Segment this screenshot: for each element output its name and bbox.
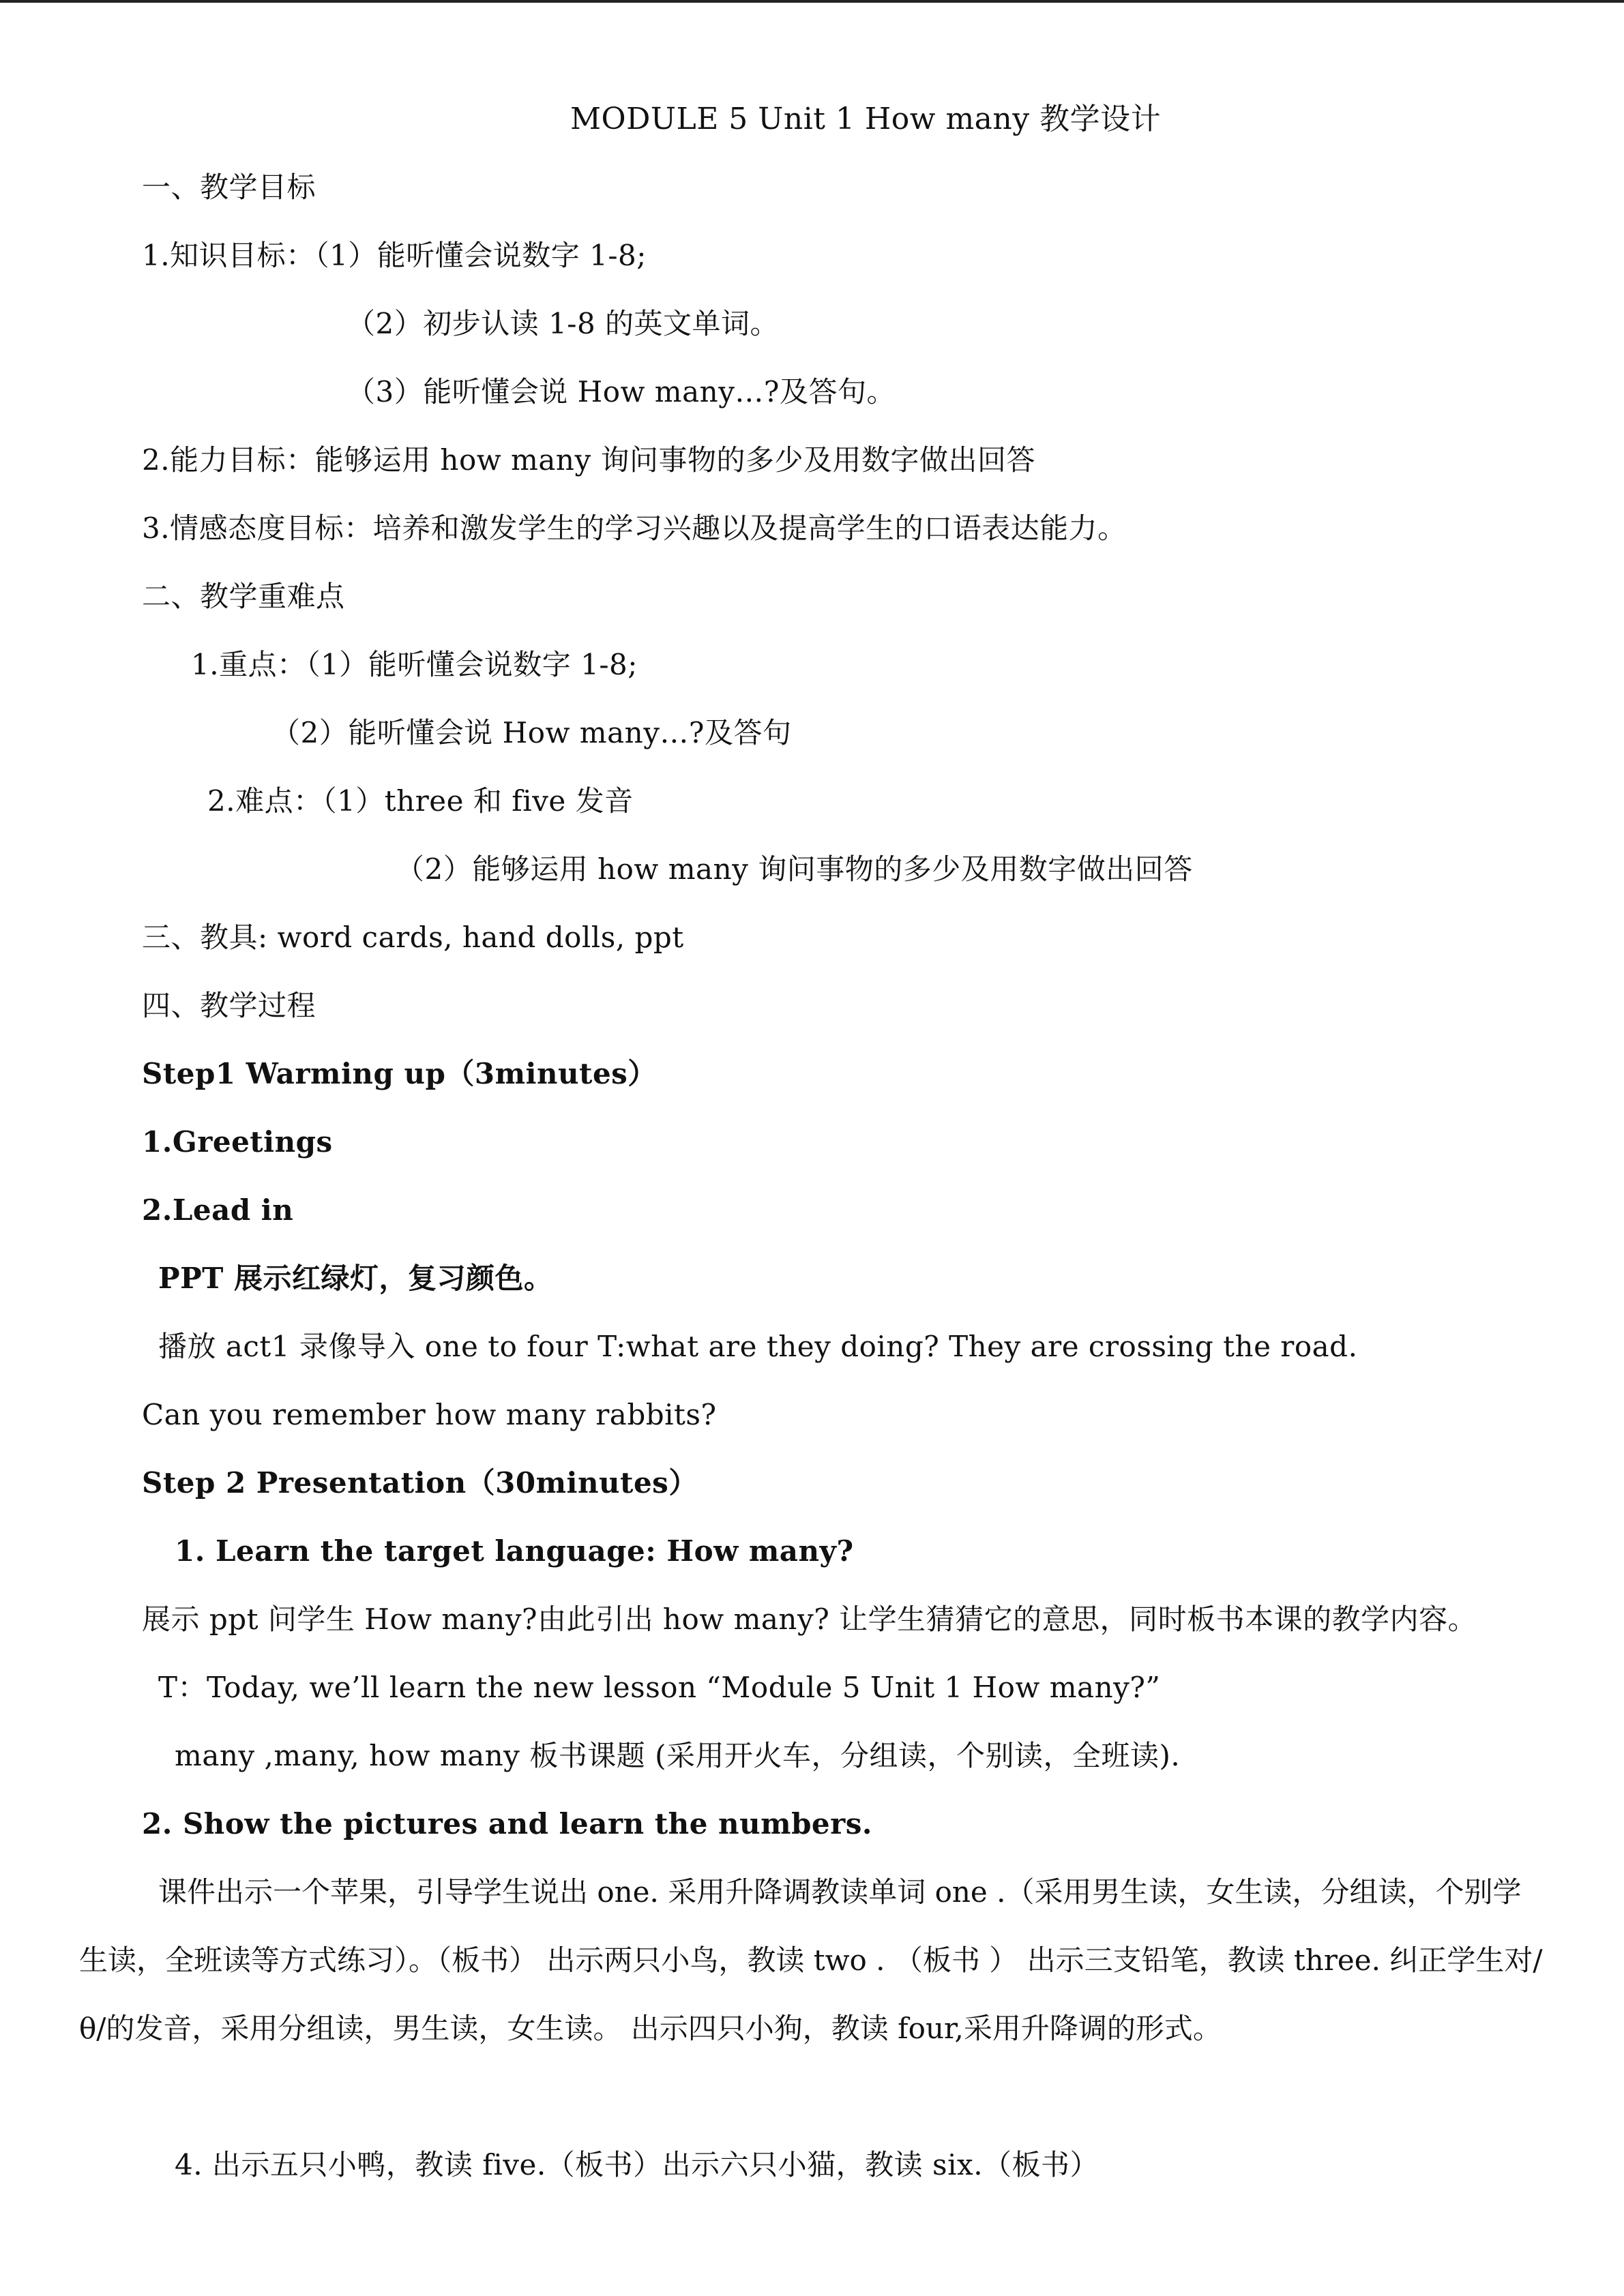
lead-in-ppt: PPT 展示红绿灯，复习颜色。	[158, 1262, 553, 1295]
objective-knowledge-2: （2）初步认读 1-8 的英文单词。	[346, 307, 780, 340]
step2-heading: Step 2 Presentation（30minutes）	[142, 1466, 698, 1500]
numbers-paragraph: 课件出示一个苹果，引导学生说出 one. 采用升降调教读单词 one .（采用男生读，女生读，分组读，个别学生读，全班读等方式练习）。（板书） 出示两只小鸟，教读 two . （板书 ） 出示三支铅笔，教读 three. 纠正学生对/θ/的发音，采用分组读，男生读，女生读。 出示四只小狗，教读 four,采用升降调的形式。	[79, 1875, 1543, 2045]
objective-knowledge-3: （3）能听懂会说 How many…?及答句。	[346, 375, 896, 408]
document-title: MODULE 5 Unit 1 How many 教学设计	[570, 102, 1162, 136]
presentation-ppt: 展示 ppt 问学生 How many?由此引出 how many? 让学生猜猜它的意思，同时板书本课的教学内容。	[142, 1602, 1477, 1636]
key-point-2: （2）能听懂会说 How many…?及答句	[271, 716, 792, 749]
difficulty-2: （2）能够运用 how many 询问事物的多少及用数字做出回答	[396, 852, 1193, 886]
section-heading-process: 四、教学过程	[142, 989, 316, 1022]
objective-ability: 2.能力目标：能够运用 how many 询问事物的多少及用数字做出回答	[142, 443, 1036, 477]
step2-target-language: 1. Learn the target language: How many?	[175, 1534, 854, 1568]
presentation-blackboard: many ,many, how many 板书课题 (采用开火车，分组读，个别读，全班读).	[175, 1739, 1181, 1772]
lead-in-question: Can you remember how many rabbits?	[142, 1398, 717, 1431]
step2-show-pictures: 2. Show the pictures and learn the numbers.	[142, 1807, 873, 1840]
objective-knowledge-1: 1.知识目标：（1）能听懂会说数字 1-8;	[142, 239, 647, 272]
key-point-1: 1.重点：（1）能听懂会说数字 1-8;	[191, 648, 638, 681]
section-heading-objectives: 一、教学目标	[142, 170, 316, 204]
section-heading-key-points: 二、教学重难点	[142, 580, 345, 613]
lead-in-video: 播放 act1 录像导入 one to four T:what are they doing? They are crossing the road.	[158, 1330, 1358, 1363]
step1-heading: Step1 Warming up（3minutes）	[142, 1057, 657, 1090]
presentation-teacher-line: T：Today, we’ll learn the new lesson “Module 5 Unit 1 How many?”	[158, 1671, 1161, 1704]
section-heading-teaching-aids: 三、教具: word cards, hand dolls, ppt	[142, 921, 684, 954]
step1-greetings: 1.Greetings	[142, 1125, 333, 1159]
objective-attitude: 3.情感态度目标：培养和激发学生的学习兴趣以及提高学生的口语表达能力。	[142, 511, 1127, 545]
difficulty-1: 2.难点：（1）three 和 five 发音	[207, 784, 634, 818]
numbers-five-six: 4. 出示五只小鸭，教读 five.（板书）出示六只小猫，教读 six.（板书）	[175, 2148, 1099, 2181]
step1-lead-in: 2.Lead in	[142, 1193, 294, 1227]
